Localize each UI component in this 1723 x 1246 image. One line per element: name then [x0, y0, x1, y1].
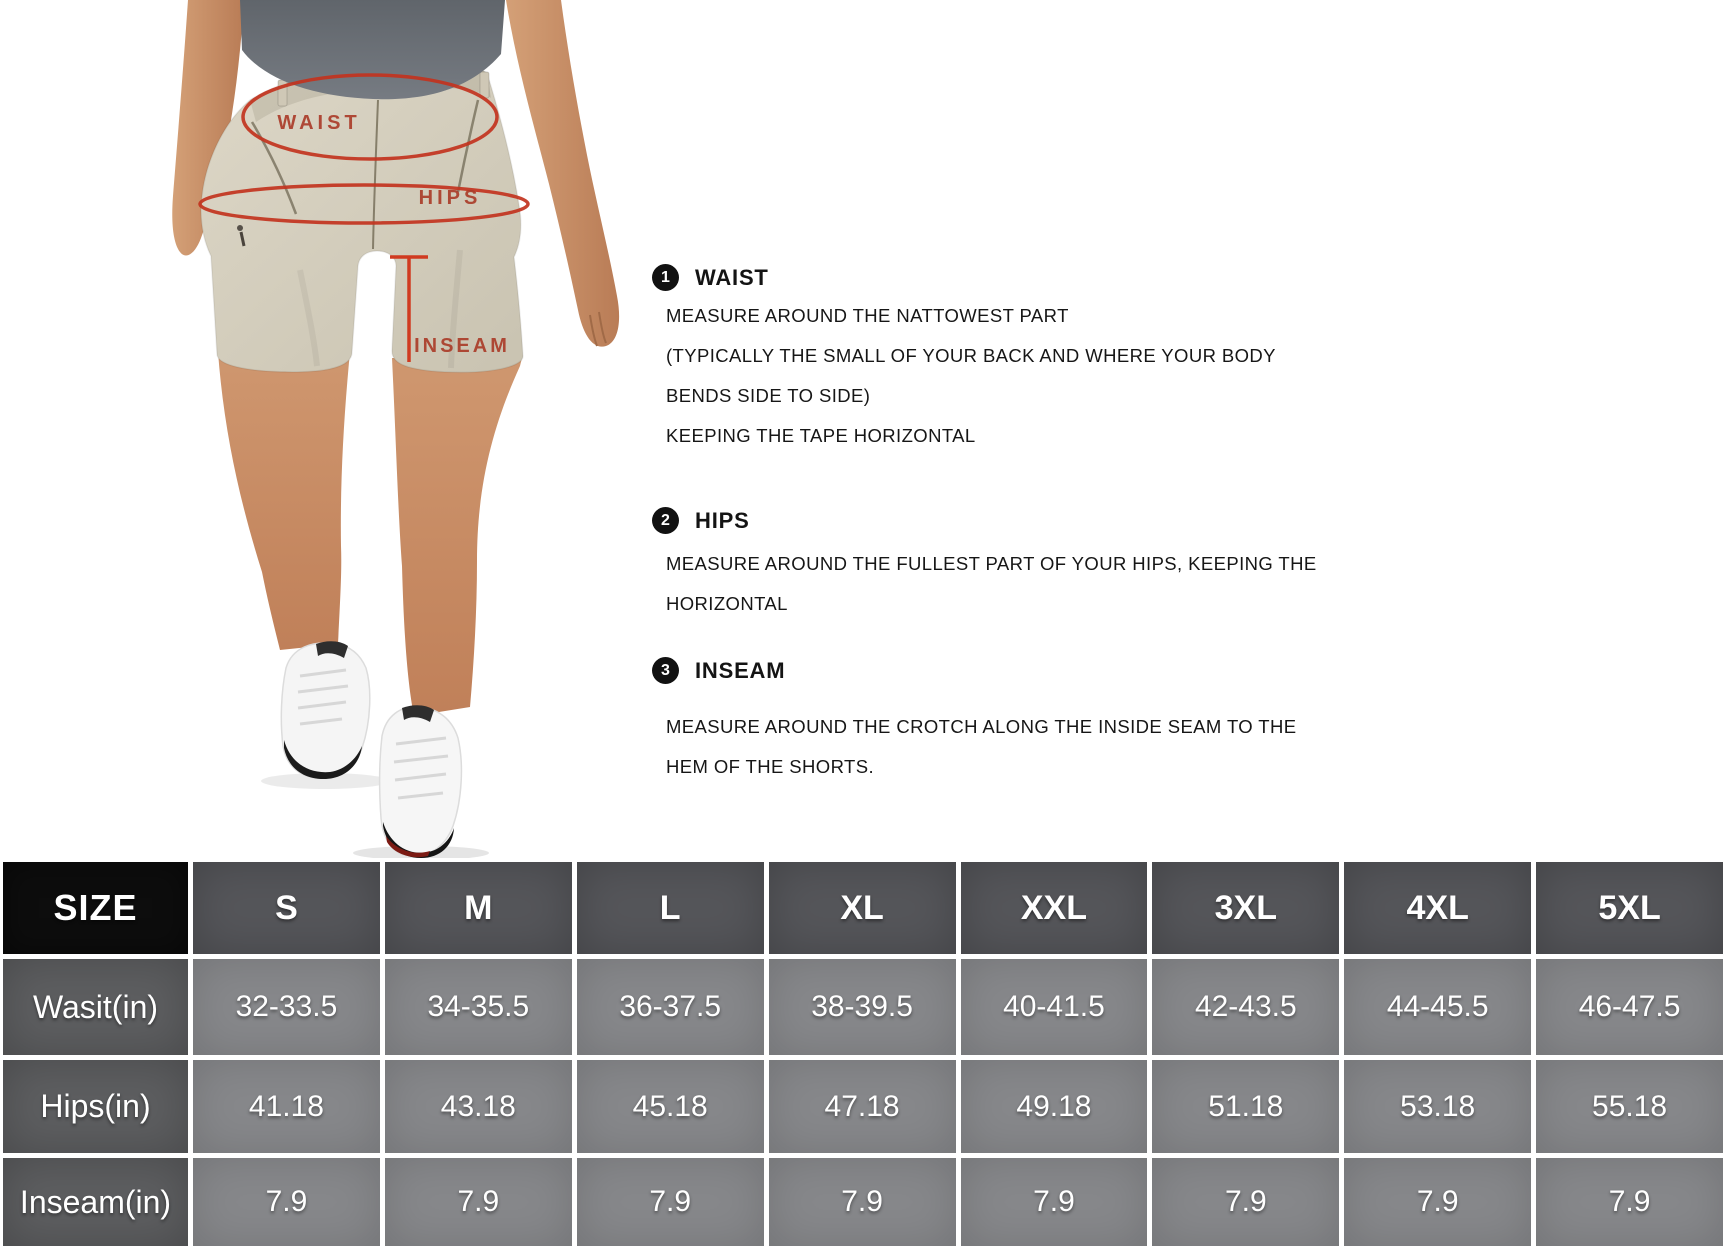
waist-value: 38-39.5 — [769, 959, 956, 1055]
inseam-annotation-label: INSEAM — [414, 335, 510, 357]
hips-value: 49.18 — [961, 1060, 1148, 1153]
waist-value: 44-45.5 — [1344, 959, 1531, 1055]
number-2-icon: 2 — [652, 507, 679, 534]
inseam-value: 7.9 — [577, 1158, 764, 1246]
row-label-hips: Hips(in) — [3, 1060, 188, 1153]
instruction-line: HORIZONTAL — [666, 593, 788, 614]
hips-section-heading — [652, 507, 750, 534]
inseam-value: 7.9 — [385, 1158, 572, 1246]
waist-section-body — [666, 296, 1276, 456]
table-header-5xl: 5XL — [1536, 862, 1723, 954]
hips-value: 47.18 — [769, 1060, 956, 1153]
left-leg — [218, 352, 350, 650]
table-header-xxl: XXL — [961, 862, 1148, 954]
row-label-inseam: Inseam(in) — [3, 1158, 188, 1246]
hips-value: 51.18 — [1152, 1060, 1339, 1153]
inseam-section-title: INSEAM — [695, 657, 786, 683]
right-shoe — [380, 705, 462, 858]
instruction-line: HEM OF THE SHORTS. — [666, 756, 874, 777]
waist-value: 40-41.5 — [961, 959, 1148, 1055]
inseam-value: 7.9 — [193, 1158, 380, 1246]
table-header-3xl: 3XL — [1152, 862, 1339, 954]
inseam-value: 7.9 — [961, 1158, 1148, 1246]
inseam-section-body — [666, 707, 1297, 787]
hips-value: 55.18 — [1536, 1060, 1723, 1153]
waist-value: 34-35.5 — [385, 959, 572, 1055]
hips-value: 43.18 — [385, 1060, 572, 1153]
size-chart-table — [0, 858, 1723, 1246]
hips-section-body — [666, 544, 1317, 624]
waist-annotation-label: WAIST — [277, 112, 361, 134]
number-1-icon: 1 — [652, 264, 679, 291]
right-arm — [506, 0, 619, 347]
inseam-value: 7.9 — [1344, 1158, 1531, 1246]
hips-value: 53.18 — [1344, 1060, 1531, 1153]
waist-section-heading — [652, 264, 769, 291]
hips-section-title: HIPS — [695, 507, 750, 533]
instruction-line: (TYPICALLY THE SMALL OF YOUR BACK AND WHERE YOUR BODY — [666, 345, 1276, 366]
left-shoe — [281, 641, 369, 779]
inseam-value: 7.9 — [769, 1158, 956, 1246]
inseam-value: 7.9 — [1536, 1158, 1723, 1246]
table-header-size: SIZE — [3, 862, 188, 954]
right-leg — [392, 358, 522, 716]
hips-value: 45.18 — [577, 1060, 764, 1153]
model-photo — [140, 0, 630, 858]
instruction-line: MEASURE AROUND THE NATTOWEST PART — [666, 305, 1069, 326]
instruction-line: MEASURE AROUND THE CROTCH ALONG THE INSIDE SEAM TO THE — [666, 716, 1297, 737]
inseam-value: 7.9 — [1152, 1158, 1339, 1246]
waist-value: 32-33.5 — [193, 959, 380, 1055]
instruction-line: BENDS SIDE TO SIDE) — [666, 385, 871, 406]
table-header-s: S — [193, 862, 380, 954]
table-header-xl: XL — [769, 862, 956, 954]
table-header-4xl: 4XL — [1344, 862, 1531, 954]
waist-value: 46-47.5 — [1536, 959, 1723, 1055]
number-3-icon: 3 — [652, 657, 679, 684]
waist-section-title: WAIST — [695, 264, 769, 290]
table-header-l: L — [577, 862, 764, 954]
hips-value: 41.18 — [193, 1060, 380, 1153]
table-header-m: M — [385, 862, 572, 954]
waist-value: 42-43.5 — [1152, 959, 1339, 1055]
waist-value: 36-37.5 — [577, 959, 764, 1055]
inseam-section-heading — [652, 657, 785, 684]
row-label-waist: Wasit(in) — [3, 959, 188, 1055]
instruction-line: KEEPING THE TAPE HORIZONTAL — [666, 425, 976, 446]
instruction-line: MEASURE AROUND THE FULLEST PART OF YOUR HIPS, KEEPING THE — [666, 553, 1317, 574]
hips-annotation-label: HIPS — [418, 187, 482, 209]
